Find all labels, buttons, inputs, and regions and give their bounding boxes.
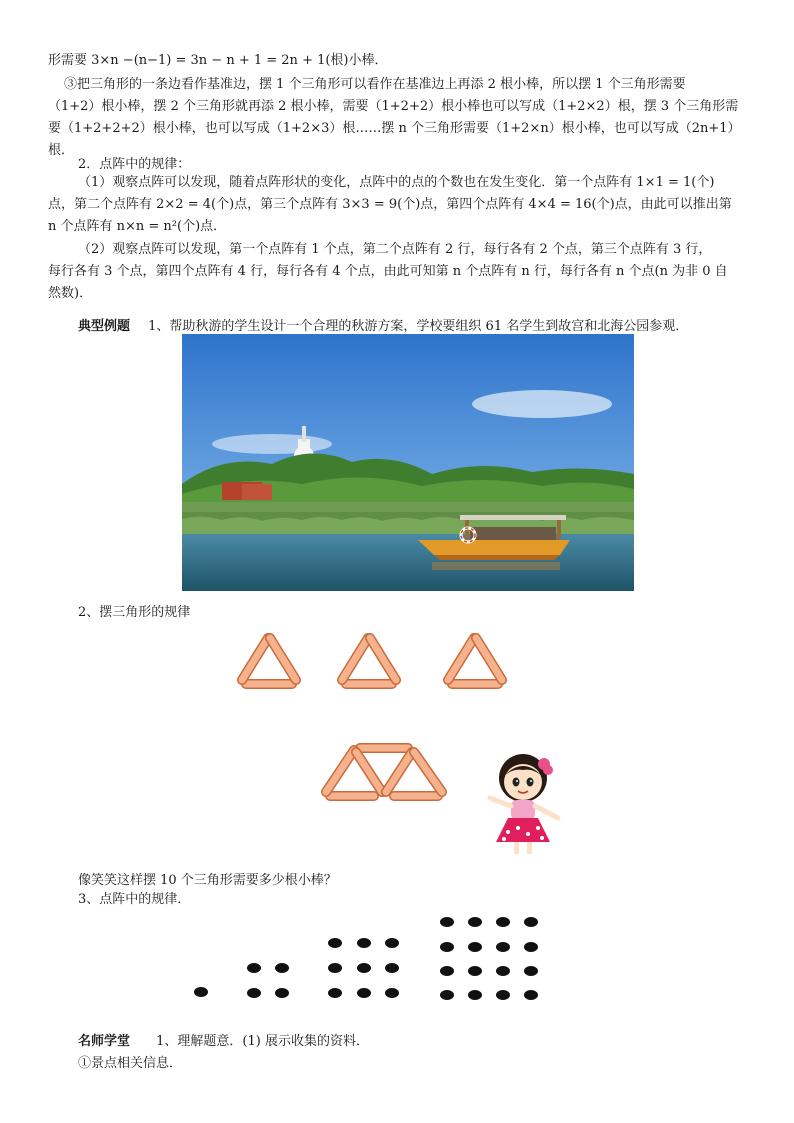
example-question-2: 2、摆三角形的规律 xyxy=(78,605,191,620)
text-line: （1+2）根小棒，摆 2 个三角形就再添 2 根小棒，需要（1+2+2）根小棒也可以写成（1+2×2）根，摆 3 个三角形需 xyxy=(48,99,739,114)
text-line: 每行各有 3 个点，第四个点阵有 4 行，每行各有 4 个点，由此可知第 n 个点阵有 n 行，每行各有 n 个点(n 为非 0 自 xyxy=(48,264,728,279)
dot-arrays xyxy=(180,910,560,1010)
dot-array-3 xyxy=(328,938,399,998)
teacher-label: 名师学堂 xyxy=(78,1034,131,1049)
teacher-line xyxy=(78,1033,369,1051)
park-photo xyxy=(182,334,634,591)
stick-triangle-3 xyxy=(440,632,510,692)
text-line: （2）观察点阵可以发现，第一个点阵有 1 个点，第二个点阵有 2 行，每行各有 2 个点，第三个点阵有 3 行， xyxy=(78,242,712,257)
dot-array-2 xyxy=(247,963,289,998)
text-line: （1）观察点阵可以发现，随着点阵形状的变化，点阵中的点的个数也在发生变化．第一个点阵有 1×1 = 1(个) xyxy=(78,175,715,190)
text-line: 根． xyxy=(48,143,75,158)
teacher-item-1: ①景点相关信息． xyxy=(78,1056,183,1071)
example-question-1: 1、帮助秋游的学生设计一个合理的秋游方案，学校要组织 61 名学生到故宫和北海公园参观． xyxy=(148,319,689,334)
dot-array-4 xyxy=(440,917,538,1000)
girl-illustration xyxy=(478,748,568,858)
text-line: 要（1+2+2+2）根小棒，也可以写成（1+2×3）根……摆 n 个三角形需要（1+2×n）根小棒，也可以写成（2n+1） xyxy=(48,121,741,136)
text-line-formula: 形需要 3×n −(n−1) = 3n − n + 1 = 2n + 1(根)小棒． xyxy=(48,53,388,68)
example-question-2-prompt: 像笑笑这样摆 10 个三角形需要多少根小棒？ xyxy=(78,873,337,888)
teacher-step-1: 1、理解题意．(1) 展示收集的资料． xyxy=(156,1034,369,1049)
stick-triangle-row xyxy=(316,740,456,804)
example-label: 典型例题 xyxy=(78,319,131,334)
example-question-3: 3、点阵中的规律． xyxy=(78,892,191,907)
text-line: n 个点阵有 n×n = n²(个)点． xyxy=(48,219,227,234)
dot-array-1 xyxy=(194,987,208,997)
text-line: ③把三角形的一条边看作基准边，摆 1 个三角形可以看作在基准边上再添 2 根小棒，所以摆 1 个三角形需要 xyxy=(64,77,686,92)
stick-triangle-1 xyxy=(234,632,304,692)
text-line: 然数)． xyxy=(48,286,93,301)
section-heading: 2．点阵中的规律： xyxy=(78,157,191,172)
text-line: 点，第二个点阵有 2×2 = 4(个)点，第三个点阵有 3×3 = 9(个)点，第四个点阵有 4×4 = 16(个)点，由此可以推出第 xyxy=(48,197,732,212)
stick-triangle-2 xyxy=(334,632,404,692)
